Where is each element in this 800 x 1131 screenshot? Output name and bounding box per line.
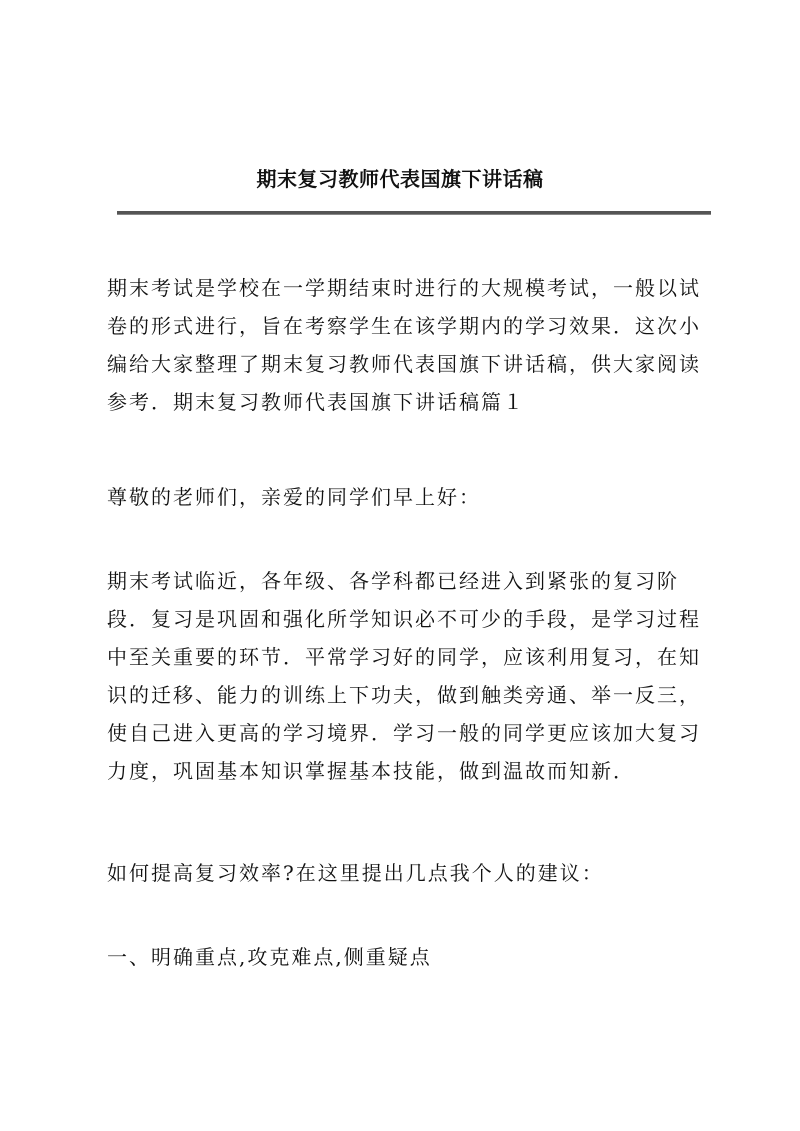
document-title: 期末复习教师代表国旗下讲话稿 [256,167,544,191]
main-paragraph: 期末考试临近，各年级、各学科都已经进入到紧张的复习阶段．复习是巩固和强化所学知识必不可少的手段，是学习过程中至关重要的环节．平常学习好的同学，应该利用复习，在知识的迁移、能力的训练上下功夫，做到触类旁通、举一反三，使自己进入更高的学习境界．学习一般的同学更应该加大复习力度，巩固基本知识掌握基本技能，做到温故而知新． [107,569,701,783]
greeting-paragraph: 尊敬的老师们，亲爱的同学们早上好： [107,485,481,509]
title-underline [117,211,711,215]
intro-paragraph: 期末考试是学校在一学期结束时进行的大规模考试，一般以试卷的形式进行，旨在考察学生在该学期内的学习效果．这次小编给大家整理了期末复习教师代表国旗下讲话稿，供大家阅读参考．期末复习教师代表国旗下讲话稿篇１ [107,276,701,414]
question-paragraph: 如何提高复习效率?在这里提出几点我个人的建议： [107,861,604,885]
section-heading-1: 一、明确重点,攻克难点,侧重疑点 [107,945,432,969]
